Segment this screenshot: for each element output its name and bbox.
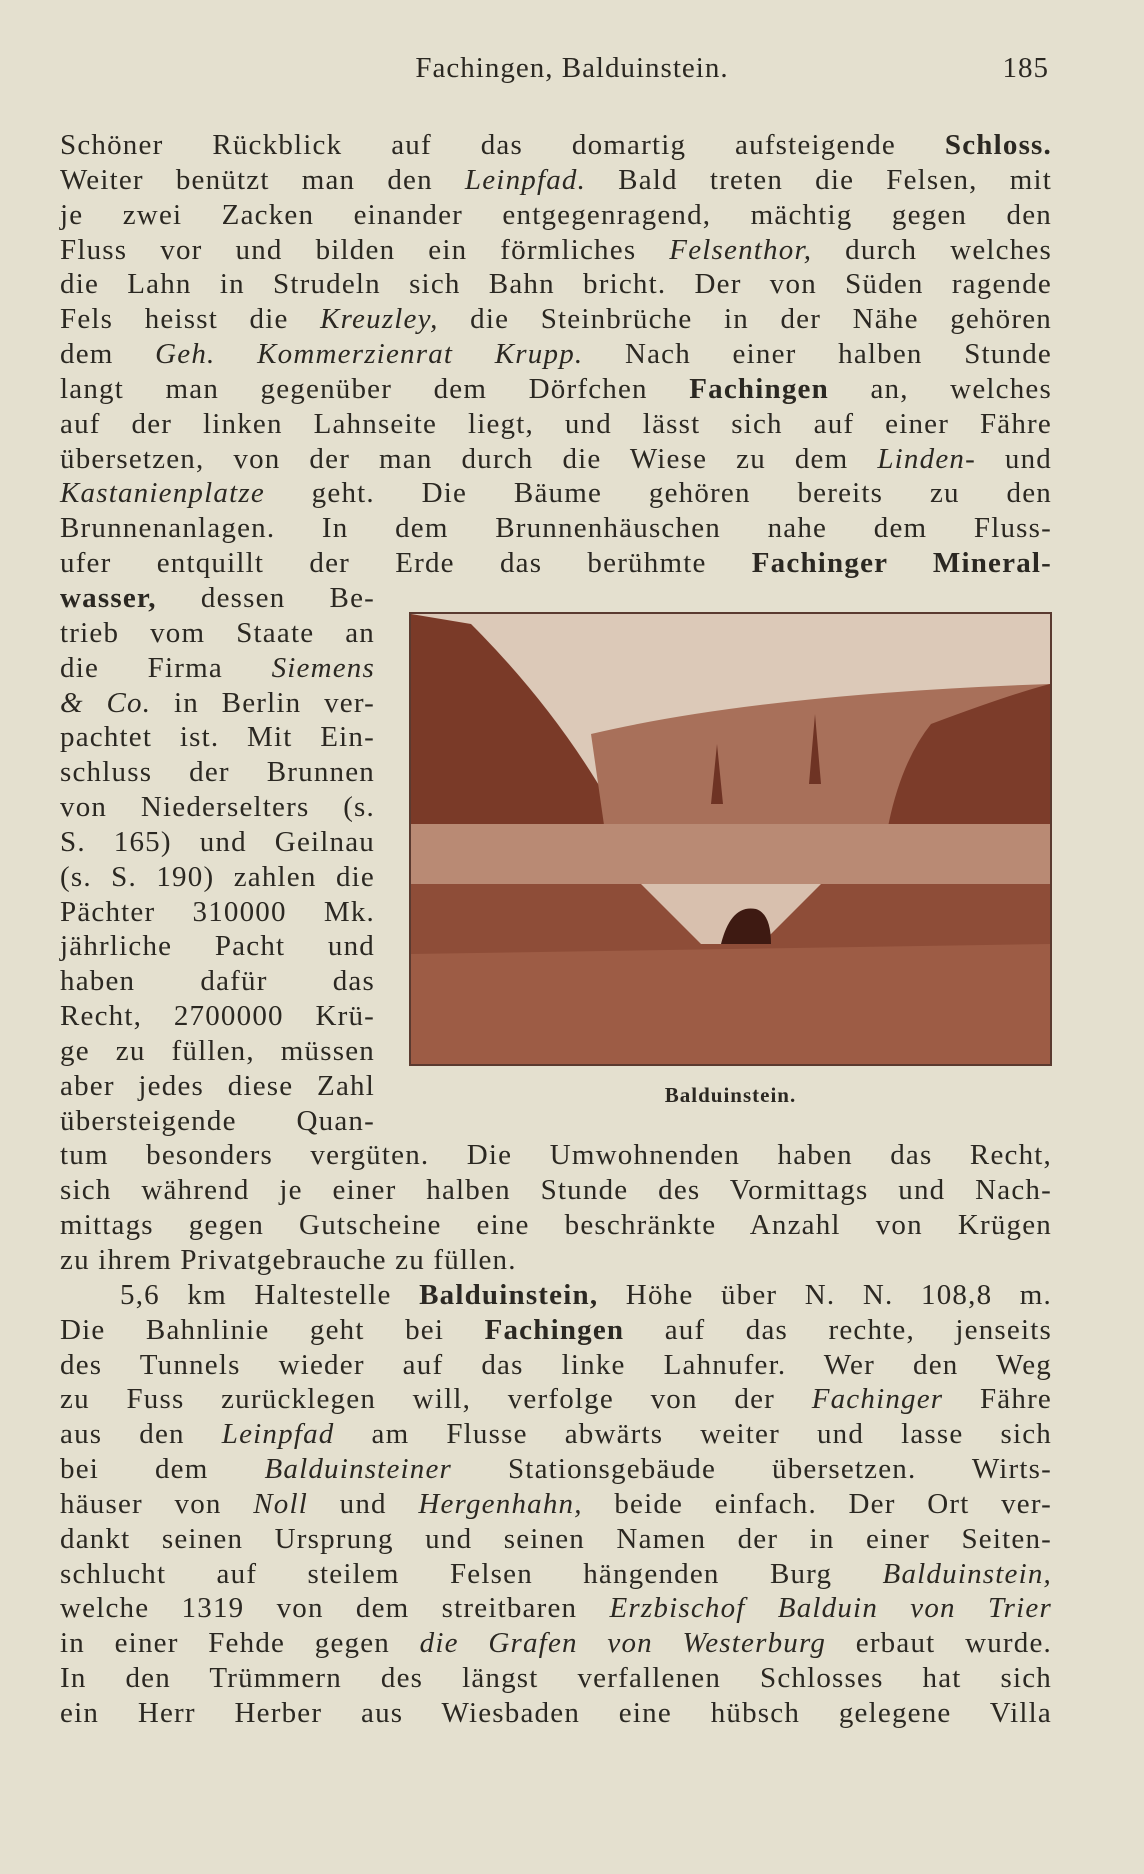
text-span: in einer Fehde gegen (60, 1627, 420, 1660)
text-line (60, 267, 1052, 302)
figure-caption: Balduinstein. (664, 1083, 797, 1107)
text-line (60, 1138, 1052, 1173)
text-line (60, 616, 375, 651)
text-line (60, 1417, 1052, 1452)
italic-text: Kastanienplatze (60, 477, 265, 510)
text-span: auf das rechte, jenseits (624, 1313, 1052, 1346)
bold-text: wasser, (60, 581, 157, 614)
text-span: Brunnenanlagen. In dem Brunnenhäuschen nahe dem Fluss- (60, 512, 1052, 545)
text-span: welche 1319 von dem streitbaren (60, 1592, 610, 1625)
text-span: Nach einer halben Stunde (583, 338, 1052, 371)
village-houses (411, 824, 1050, 884)
text-span: Fels heisst die (60, 303, 321, 336)
italic-text: Leinpfad (221, 1418, 335, 1451)
text-span: häuser von (60, 1487, 254, 1520)
text-span: die Firma (60, 651, 272, 684)
text-span: schlucht auf steilem Felsen hängenden Burg (60, 1557, 883, 1590)
text-line (60, 790, 375, 825)
text-span: ge zu füllen, müssen (60, 1034, 375, 1067)
text-span: pachtet ist. Mit Ein- (60, 721, 375, 754)
text-span: am Flusse abwärts weiter und lasse sich (334, 1418, 1052, 1451)
bold-text: Fachinger Mineral- (751, 547, 1053, 580)
italic-text: Balduinsteiner (264, 1453, 453, 1486)
bold-text: Balduinstein, (419, 1278, 599, 1311)
text-span: zu ihrem Privatgebrauche zu füllen. (60, 1244, 517, 1276)
text-line (60, 337, 1052, 372)
text-line (60, 1348, 1052, 1383)
text-span: Weiter benützt man den (60, 163, 465, 196)
text-span: Bald treten die Felsen, mit (586, 163, 1052, 196)
text-line (60, 1313, 1052, 1348)
text-span: Höhe über N. N. 108,8 m. (598, 1278, 1052, 1311)
text-line (60, 233, 1052, 268)
text-line (60, 1208, 1052, 1243)
text-line (60, 720, 375, 755)
text-line (60, 1173, 1052, 1208)
text-span: ufer entquillt der Erde das berühmte (60, 547, 752, 580)
text-line (60, 1661, 1052, 1696)
text-span: des Tunnels wieder auf das linke Lahnufer. Wer den Weg (60, 1348, 1052, 1381)
text-span: von Niederselters (s. (60, 791, 375, 824)
text-span: sich während je einer halben Stunde des Vormittags und Nach- (60, 1174, 1052, 1207)
italic-text: & Co. (60, 686, 152, 719)
text-span: langt man gegenüber dem Dörfchen (60, 372, 690, 405)
text-span: ein Herr Herber aus Wiesbaden eine hübsch gelegene Villa (60, 1696, 1052, 1729)
text-span: geht. Die Bäume gehören bereits zu den (264, 477, 1052, 510)
text-span: trieb vom Staate an (60, 616, 375, 649)
text-span: dankt seinen Ursprung und seinen Namen der in einer Seiten- (60, 1522, 1052, 1555)
text-span: an, welches (828, 372, 1052, 405)
italic-text: Hergenhahn, (418, 1487, 583, 1520)
text-line (60, 407, 1052, 442)
text-span: jährliche Pacht und (60, 930, 375, 963)
italic-text: Felsenthor, (669, 233, 813, 266)
text-span: zu Fuss zurücklegen will, verfolge von der (60, 1383, 812, 1416)
text-line (60, 442, 1052, 477)
text-span: dessen Be- (156, 581, 375, 614)
text-line (60, 1104, 375, 1139)
italic-text: Noll (253, 1487, 308, 1520)
text-line (60, 546, 1052, 581)
bold-text: Fachingen (689, 372, 829, 405)
italic-text: Leinpfad. (464, 163, 587, 196)
text-line (60, 651, 375, 686)
italic-text: Fachinger (811, 1383, 944, 1416)
text-line (60, 1591, 1052, 1626)
text-span: haben dafür das (60, 965, 375, 998)
text-span: je zwei Zacken einander entgegenragend, mächtig gegen den (60, 198, 1052, 231)
text-span: Schöner Rückblick auf das domartig aufsteigende (60, 129, 945, 161)
italic-text: Linden- (877, 442, 976, 475)
text-span: S. 165) und Geilnau (60, 825, 375, 858)
text-line (60, 686, 375, 721)
village-photo-illustration (411, 614, 1050, 1064)
text-line (60, 1243, 1052, 1278)
page-number: 185 (1002, 52, 1049, 84)
text-line (60, 198, 1052, 233)
riverbank (411, 944, 1050, 1064)
text-line (60, 999, 375, 1034)
text-span: und (308, 1487, 419, 1520)
text-line (60, 1278, 1052, 1313)
text-line (60, 302, 1052, 337)
bold-text: Schloss. (944, 129, 1052, 161)
italic-text: Kreuzley, (320, 303, 439, 336)
text-span: Stationsgebäude übersetzen. Wirts- (452, 1453, 1052, 1486)
text-line (60, 929, 375, 964)
photo-balduinstein (409, 612, 1052, 1066)
italic-text: Geh. Kommerzienrat Krupp. (155, 338, 584, 371)
text-line (60, 1626, 1052, 1661)
text-span: Recht, 2700000 Krü- (60, 1000, 375, 1033)
text-line (60, 755, 375, 790)
text-span: in Berlin ver- (151, 686, 375, 719)
text-line (60, 1069, 375, 1104)
text-line (60, 1522, 1052, 1557)
text-line (60, 372, 1052, 407)
text-line (60, 964, 375, 999)
text-span: durch welches (812, 233, 1052, 266)
text-line (60, 163, 1052, 198)
text-line (60, 1382, 1052, 1417)
text-span: beide einfach. Der Ort ver- (582, 1487, 1053, 1520)
italic-text: die Grafen von Westerburg (419, 1627, 827, 1660)
text-line (60, 1452, 1052, 1487)
text-span: aber jedes diese Zahl (60, 1069, 375, 1102)
text-span: tum besonders vergüten. Die Umwohnenden haben das Recht, (60, 1139, 1052, 1172)
running-head: Fachingen, Balduinstein. (415, 52, 729, 84)
text-span: Pächter 310000 Mk. (60, 895, 375, 928)
text-span: Die Bahnlinie geht bei (60, 1313, 485, 1346)
text-span: schluss der Brunnen (60, 756, 375, 789)
bold-text: Fachingen (484, 1313, 625, 1346)
italic-text: Siemens (271, 651, 375, 684)
text-span: und (975, 442, 1052, 475)
text-span: Fluss vor und bilden ein förmliches (60, 233, 670, 266)
text-span: bei dem (60, 1453, 265, 1486)
text-line (60, 825, 375, 860)
text-line (60, 860, 375, 895)
text-line (60, 895, 375, 930)
text-line (60, 128, 1052, 163)
text-span: aus den (60, 1418, 222, 1451)
text-span: auf der linken Lahnseite liegt, und lässt sich auf einer Fähre (60, 407, 1052, 440)
text-line (60, 1557, 1052, 1592)
italic-text: Balduinstein, (882, 1557, 1052, 1590)
italic-text: Erzbischof Balduin von Trier (609, 1592, 1052, 1625)
text-span: In den Trümmern des längst verfallenen Schlosses hat sich (60, 1662, 1052, 1695)
text-span: übersetzen, von der man durch die Wiese zu dem (60, 442, 878, 475)
text-span: die Steinbrüche in der Nähe gehören (438, 303, 1052, 336)
text-span: (s. S. 190) zahlen die (60, 860, 375, 893)
text-span: erbaut wurde. (826, 1627, 1052, 1660)
text-span: dem (60, 338, 156, 371)
text-line (60, 1034, 375, 1069)
text-span: mittags gegen Gutscheine eine beschränkte Anzahl von Krügen (60, 1209, 1052, 1242)
text-span: übersteigende Quan- (60, 1104, 375, 1137)
text-line (60, 1487, 1052, 1522)
text-line (60, 476, 1052, 511)
text-span: die Lahn in Strudeln sich Bahn bricht. Der von Süden ragende (60, 268, 1052, 301)
text-span: 5,6 km Haltestelle (120, 1278, 420, 1311)
text-line (60, 511, 1052, 546)
text-span: Fähre (943, 1383, 1052, 1416)
text-line (60, 1696, 1052, 1731)
text-line (60, 581, 375, 616)
